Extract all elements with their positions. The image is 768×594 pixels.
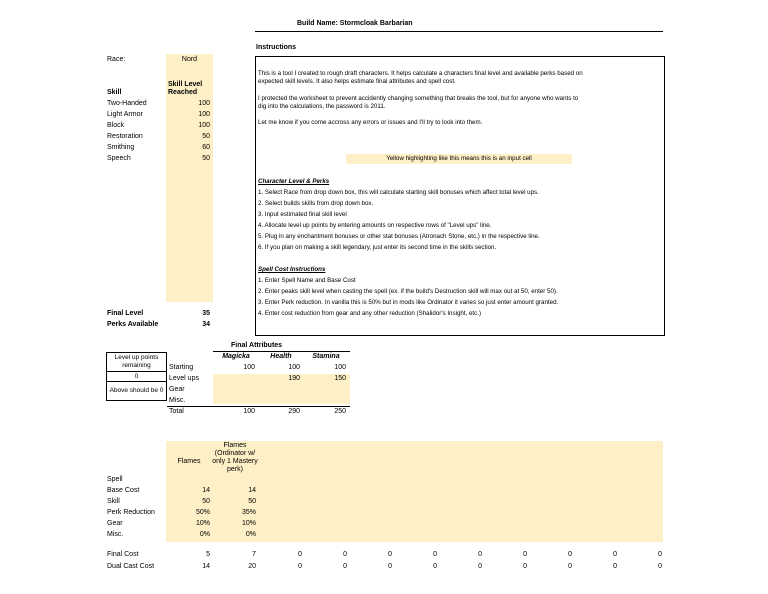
skill-level[interactable]: 100 (198, 122, 210, 129)
attributes-title-underline (213, 351, 350, 352)
dual-cost-value: 0 (523, 563, 527, 570)
spell-row-label: Gear (107, 520, 123, 527)
skill-header: Skill (107, 89, 122, 96)
instruction-step: 5. Plug in any enchantment bonuses or other stat bonuses (Atronach Stone, etc.) in the respective line. (258, 233, 540, 240)
attr-row-label: Total (169, 408, 184, 415)
attr-total-rule (167, 406, 350, 407)
dual-cost-value: 14 (202, 563, 210, 570)
attr-total: 290 (288, 408, 300, 415)
attr-row-label: Gear (169, 386, 185, 393)
spell-base-cost[interactable]: 14 (248, 487, 256, 494)
instructions-title: Instructions (256, 44, 297, 51)
final-cost-value: 5 (206, 551, 210, 558)
spell-row-label: Misc. (107, 531, 124, 538)
skill-name[interactable]: Block (107, 122, 125, 129)
final-cost-value: 0 (388, 551, 392, 558)
skill-level[interactable]: 100 (198, 100, 210, 107)
instructions-text: expected skill levels. It also helps estimate final attributes and spell cost. (258, 78, 456, 85)
dual-cost-value: 0 (388, 563, 392, 570)
dual-cost-label: Dual Cast Cost (107, 563, 155, 570)
attr-input[interactable]: 150 (334, 375, 346, 382)
skill-level[interactable]: 50 (202, 133, 210, 140)
final-cost-value: 7 (252, 551, 256, 558)
attr-value: 100 (243, 364, 255, 371)
final-cost-value: 0 (613, 551, 617, 558)
final-cost-label: Final Cost (107, 551, 139, 558)
dual-cost-value: 20 (248, 563, 256, 570)
attr-row-label: Level ups (169, 375, 199, 382)
spell-row-label: Spell (107, 476, 123, 483)
instruction-step: 2. Enter peaks skill level when casting the spell (ex. if the build's Destruction skill will max out at 50, enter 50). (258, 288, 558, 295)
skill-name[interactable]: Restoration (107, 133, 143, 140)
attr-row-label: Misc. (169, 397, 186, 404)
section-title-character: Character Level & Perks (258, 178, 330, 185)
instructions-text: dig into the calculations, the password is 2011. (258, 103, 386, 110)
spell-perk-reduction[interactable]: 35% (241, 509, 256, 516)
instructions-text: Let me know if you come accross any errors or issues and I'll try to look into them. (258, 119, 483, 126)
level-points-label: Level up points remaining (107, 353, 167, 372)
attr-value: 100 (288, 364, 300, 371)
attr-row-label: Starting (169, 364, 194, 371)
level-points-value: 0 (107, 372, 167, 382)
final-cost-value: 0 (478, 551, 482, 558)
skill-level[interactable]: 50 (202, 155, 210, 162)
build-name-row (297, 20, 413, 27)
dual-cost-value: 0 (658, 563, 662, 570)
skill-level[interactable]: 100 (198, 111, 210, 118)
final-cost-value: 0 (568, 551, 572, 558)
instruction-step: 4. Enter cost reduction from gear and any other reduction (Shalidor's Insight, etc.) (258, 310, 482, 317)
spell-misc[interactable]: 0% (245, 531, 256, 538)
build-name-label: Build Name: (297, 20, 338, 27)
dual-cost-value: 0 (298, 563, 302, 570)
race-label: Race: (107, 56, 126, 63)
attr-col-magicka: Magicka (222, 353, 250, 360)
dual-cost-value: 0 (613, 563, 617, 570)
instruction-step: 3. Enter Perk reduction. In vanilla this is 50% but in mods like Ordinator it varies so just enter amount granted. (258, 299, 559, 306)
final-cost-value: 0 (523, 551, 527, 558)
attr-input[interactable]: 190 (288, 375, 300, 382)
spell-base-cost[interactable]: 14 (202, 487, 210, 494)
spell-skill[interactable]: 50 (248, 498, 256, 505)
instructions-box (255, 56, 665, 336)
instruction-step: 2. Select builds skills from drop down box. (258, 200, 374, 207)
perks-available-value: 34 (202, 321, 210, 328)
spell-misc[interactable]: 0% (199, 531, 210, 538)
final-cost-value: 0 (433, 551, 437, 558)
dual-cost-value: 0 (433, 563, 437, 570)
final-cost-value: 0 (658, 551, 662, 558)
race-select[interactable]: Nord (181, 56, 198, 63)
dual-cost-value: 0 (568, 563, 572, 570)
spell-row-label: Base Cost (107, 487, 140, 494)
instructions-text: I protected the worksheet to prevent accidently changing something that breaks the tool, but for anyone who wants to (258, 95, 579, 102)
spell-gear[interactable]: 10% (241, 520, 256, 527)
skill-level[interactable]: 60 (202, 144, 210, 151)
instruction-step: 3. Input estimated final skill level (258, 211, 347, 218)
title-underline (255, 31, 663, 32)
final-cost-value: 0 (343, 551, 347, 558)
attributes-title: Final Attributes (231, 342, 283, 349)
instructions-text: This is a tool I created to rough draft characters. It helps calculate a characters final level and available perks based on (258, 70, 583, 77)
build-name-value[interactable]: Stormcloak Barbarian (339, 20, 413, 27)
spell-skill[interactable]: 50 (202, 498, 210, 505)
level-points-note: Above should be 0 (107, 382, 167, 401)
skill-level-header: Skill Level Reached (168, 81, 203, 96)
skill-name[interactable]: Light Armor (107, 111, 143, 118)
spell-row-label: Perk Reduction (107, 509, 155, 516)
dual-cost-value: 0 (343, 563, 347, 570)
attr-value: 100 (334, 364, 346, 371)
section-title-spell: Spell Cost Instructions (258, 266, 326, 273)
skill-name[interactable]: Two-Handed (107, 100, 147, 107)
spell-gear[interactable]: 10% (195, 520, 210, 527)
instruction-step: 1. Enter Spell Name and Base Cost (258, 277, 356, 284)
dual-cost-value: 0 (478, 563, 482, 570)
skill-name[interactable]: Speech (107, 155, 131, 162)
final-level-value: 35 (202, 310, 210, 317)
level-points-box (106, 352, 167, 401)
instruction-step: 4. Allocate level up points by entering amounts on respective rows of "Level ups" line. (258, 222, 492, 229)
skill-name[interactable]: Smithing (107, 144, 135, 151)
spell-name[interactable]: Flames (Ordinator w/ only 1 Mastery perk) (212, 442, 258, 473)
attr-total: 250 (334, 408, 346, 415)
spell-row-label: Skill (107, 498, 120, 505)
attr-col-health: Health (270, 353, 292, 360)
perks-available-label: Perks Available (107, 321, 159, 328)
attr-col-stamina: Stamina (312, 353, 340, 360)
attr-total: 100 (243, 408, 255, 415)
spell-perk-reduction[interactable]: 50% (195, 509, 210, 516)
instruction-step: 6. If you plan on making a skill legendary, just enter its second time in the skills section. (258, 244, 497, 251)
instruction-step: 1. Select Race from drop down box, this will calculate starting skill bonuses which affect total level ups. (258, 189, 539, 196)
final-cost-value: 0 (298, 551, 302, 558)
highlight-legend: Yellow highlighting like this means this is an input cell (386, 155, 532, 162)
spell-name[interactable]: Flames (177, 458, 201, 465)
final-level-label: Final Level (107, 310, 144, 317)
